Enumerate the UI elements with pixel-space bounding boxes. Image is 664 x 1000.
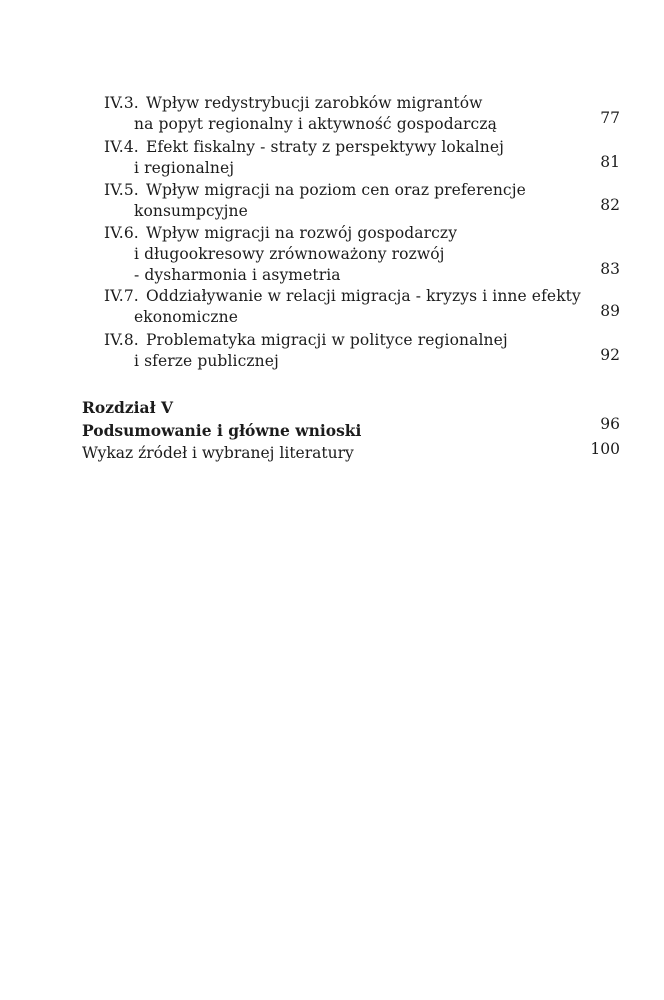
- toc-entry-number: IV.3.: [104, 94, 139, 112]
- chapter-page: 96: [600, 415, 620, 433]
- toc-entry-title-line: Oddziaływanie w relacji migracja - kryzys i inne efekty: [146, 287, 581, 305]
- toc-entry-title-line: i długookresowy zrównoważony rozwój: [134, 245, 445, 263]
- toc-entry-number: IV.6.: [104, 224, 139, 242]
- toc-entry-title-line: Wpływ migracji na poziom cen oraz preferencje: [146, 181, 526, 199]
- bibliography-title: Wykaz źródeł i wybranej literatury: [82, 444, 354, 462]
- toc-entry-page: 82: [600, 196, 620, 214]
- toc-entry-page: 92: [600, 346, 620, 364]
- toc-entry-title-line: na popyt regionalny i aktywność gospodarczą: [134, 115, 497, 133]
- toc-entry-page: 77: [600, 109, 620, 127]
- toc-entry-number: IV.7.: [104, 287, 139, 305]
- toc-entry-page: 83: [600, 260, 620, 278]
- bibliography-page: 100: [590, 440, 620, 458]
- toc-entry-title-line: Wpływ migracji na rozwój gospodarczy: [146, 224, 458, 242]
- chapter-heading: Rozdział V: [82, 398, 173, 417]
- toc-entry-number: IV.5.: [104, 181, 139, 199]
- toc-entry-page: 81: [600, 153, 620, 171]
- toc-entry-title-line: Efekt fiskalny - straty z perspektywy lokalnej: [146, 138, 505, 156]
- chapter-title: Podsumowanie i główne wnioski: [82, 421, 362, 440]
- toc-entry-title-line: konsumpcyjne: [134, 202, 248, 220]
- toc-entry-title-line: ekonomiczne: [134, 308, 238, 326]
- toc-entry-page: 89: [600, 302, 620, 320]
- toc-entry-title-line: Wpływ redystrybucji zarobków migrantów: [146, 94, 483, 112]
- toc-entry-title-line: i regionalnej: [134, 159, 235, 177]
- toc-entry-number: IV.4.: [104, 138, 139, 156]
- toc-entry-number: IV.8.: [104, 331, 139, 349]
- toc-entry-title-line: Problematyka migracji w polityce regionalnej: [146, 331, 508, 349]
- toc-entry-title-line: i sferze publicznej: [134, 352, 279, 370]
- toc-entry-title-line: - dysharmonia i asymetria: [134, 266, 341, 284]
